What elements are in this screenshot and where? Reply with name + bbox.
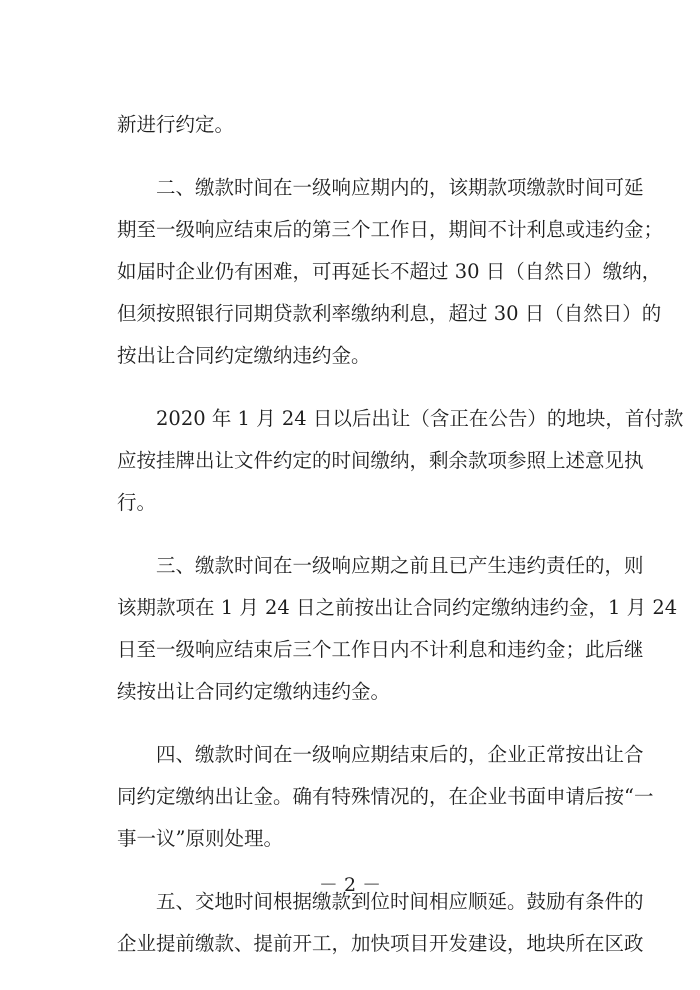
text-line: 三、缴款时间在一级响应期之前且已产生违约责任的，则: [117, 554, 644, 577]
text-line: 五、交地时间根据缴款到位时间相应顺延。鼓励有条件的: [117, 890, 644, 913]
paragraph: [117, 104, 587, 146]
text-line: 新进行约定。: [117, 113, 235, 136]
text-line: 2020 年 1 月 24 日以后出让（含正在公告）的地块，首付款: [117, 407, 684, 430]
text-line: 续按出让合同约定缴纳违约金。: [117, 680, 391, 703]
paragraph: [117, 734, 654, 860]
page-number: － 2 －: [318, 874, 382, 896]
paragraph: [117, 167, 664, 377]
text-line: 但须按照银行同期贷款利率缴纳利息，超过 30 日（自然日）的: [117, 302, 662, 325]
text-line: 如届时企业仍有困难，可再延长不超过 30 日（自然日）缴纳，: [117, 260, 662, 283]
text-line: 该期款项在 1 月 24 日之前按出让合同约定缴纳违约金，1 月 24: [117, 596, 678, 619]
text-line: 二、缴款时间在一级响应期内的，该期款项缴款时间可延: [117, 176, 644, 199]
text-line: 同约定缴纳出让金。确有特殊情况的，在企业书面申请后按“一: [117, 785, 654, 808]
text-line: 企业提前缴款、提前开工，加快项目开发建设，地块所在区政: [117, 932, 644, 955]
paragraph: [117, 545, 678, 713]
text-line: 日至一级响应结束后三个工作日内不计利息和违约金；此后继: [117, 638, 644, 661]
text-line: 事一议”原则处理。: [117, 827, 283, 850]
text-line: 期至一级响应结束后的第三个工作日，期间不计利息或违约金；: [117, 218, 664, 241]
paragraph: [117, 398, 684, 524]
document-body: [117, 104, 684, 965]
text-line: 按出让合同约定缴纳违约金。: [117, 344, 371, 367]
text-line: 四、缴款时间在一级响应期结束后的，企业正常按出让合: [117, 743, 644, 766]
text-line: 应按挂牌出让文件约定的时间缴纳，剩余款项参照上述意见执: [117, 449, 644, 472]
text-line: 行。: [117, 491, 157, 514]
